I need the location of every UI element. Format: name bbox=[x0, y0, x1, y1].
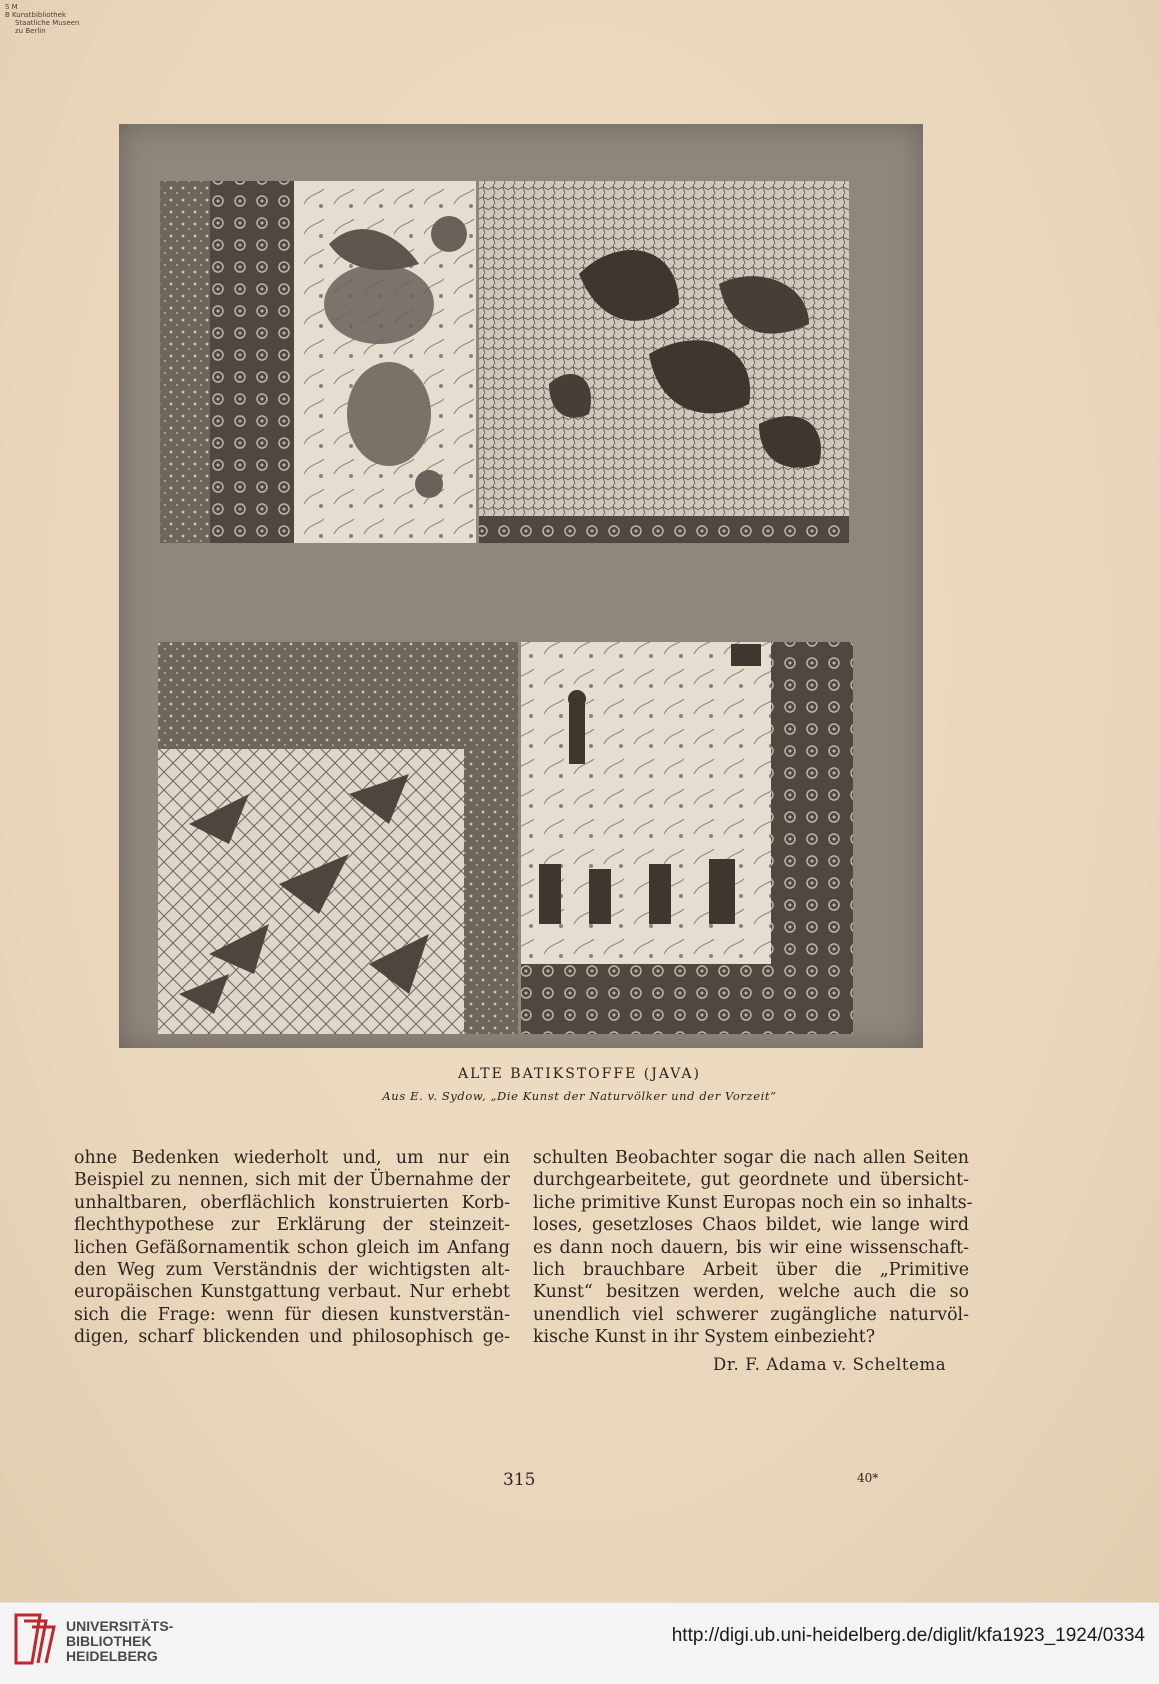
text-line: durchgearbeitete, gut geordnete und übersicht- bbox=[533, 1170, 969, 1191]
stamp-line: Staatliche Museen bbox=[15, 19, 80, 27]
text-line: lich brauchbare Arbeit über die „Primitive bbox=[533, 1260, 969, 1281]
batik-cloth-bottom-right bbox=[521, 642, 853, 1034]
library-name bbox=[66, 1619, 173, 1664]
text-line: loses, gesetzloses Chaos bildet, wie lange wird bbox=[533, 1215, 969, 1236]
batik-cloth-top-right bbox=[479, 181, 849, 543]
text-line: es dann noch dauern, bis wir eine wissenschaft- bbox=[533, 1237, 969, 1258]
library-stamp bbox=[5, 3, 95, 35]
text-line: unendlich viel schwerer zugängliche naturvöl- bbox=[533, 1304, 969, 1325]
figure-caption-source: Aus E. v. Sydow, „Die Kunst der Naturvölker und der Vorzeit“ bbox=[382, 1089, 777, 1103]
sheet-mark: 40* bbox=[857, 1471, 879, 1485]
author-signature: Dr. F. Adama v. Scheltema bbox=[713, 1355, 947, 1374]
text-line: sich die Frage: wenn für diesen kunstverstän- bbox=[74, 1304, 510, 1325]
digitization-footer bbox=[0, 1602, 1159, 1684]
text-line: digen, scharf blickenden und philosophisch ge- bbox=[74, 1327, 510, 1348]
stamp-line: B Kunstbibliothek bbox=[5, 11, 67, 19]
batik-photo bbox=[119, 124, 923, 1048]
batik-photo-plate bbox=[119, 124, 923, 1048]
text-line: Kunst“ besitzen werden, welche auch die so bbox=[533, 1282, 969, 1303]
text-line: schulten Beobachter sogar die nach allen Seiten bbox=[533, 1148, 969, 1168]
text-line: liche primitive Kunst Europas noch ein so inhalts- bbox=[533, 1192, 973, 1213]
library-name-line: BIBLIOTHEK bbox=[66, 1633, 152, 1649]
text-line: europäischen Kunstgattung verbaut. Nur erhebt bbox=[74, 1282, 510, 1303]
stamp-line: zu Berlin bbox=[15, 27, 46, 35]
batik-cloth-top-left bbox=[160, 181, 476, 543]
ub-heidelberg-logo-icon bbox=[12, 1611, 58, 1667]
text-line: den Weg zum Verständnis der wichtigsten alt- bbox=[74, 1260, 510, 1281]
text-line: unhaltbaren, oberflächlich konstruierten Korb- bbox=[74, 1192, 510, 1213]
text-line: flechthypothese zur Erklärung der steinzeit- bbox=[74, 1215, 510, 1236]
library-name-line: HEIDELBERG bbox=[66, 1648, 158, 1664]
text-line: ohne Bedenken wiederholt und, um nur ein bbox=[74, 1148, 510, 1168]
figure-caption-title: ALTE BATIKSTOFFE (JAVA) bbox=[458, 1066, 701, 1082]
library-name-line: UNIVERSITÄTS- bbox=[66, 1618, 174, 1634]
text-line: Beispiel zu nennen, sich mit der Übernahme der bbox=[74, 1170, 510, 1191]
text-line: lichen Gefäßornamentik schon gleich im Anfang bbox=[74, 1237, 510, 1258]
body-text-left-column bbox=[74, 1147, 510, 1349]
text-line: kische Kunst in ihr System einbezieht? bbox=[533, 1327, 876, 1348]
page-number: 315 bbox=[503, 1470, 536, 1490]
batik-cloth-bottom-left bbox=[158, 642, 518, 1034]
stamp-line: S M bbox=[5, 3, 18, 11]
body-text-right-column bbox=[533, 1147, 973, 1349]
permalink-url[interactable]: http://digi.ub.uni-heidelberg.de/diglit/kfa1923_1924/0334 bbox=[671, 1625, 1145, 1646]
